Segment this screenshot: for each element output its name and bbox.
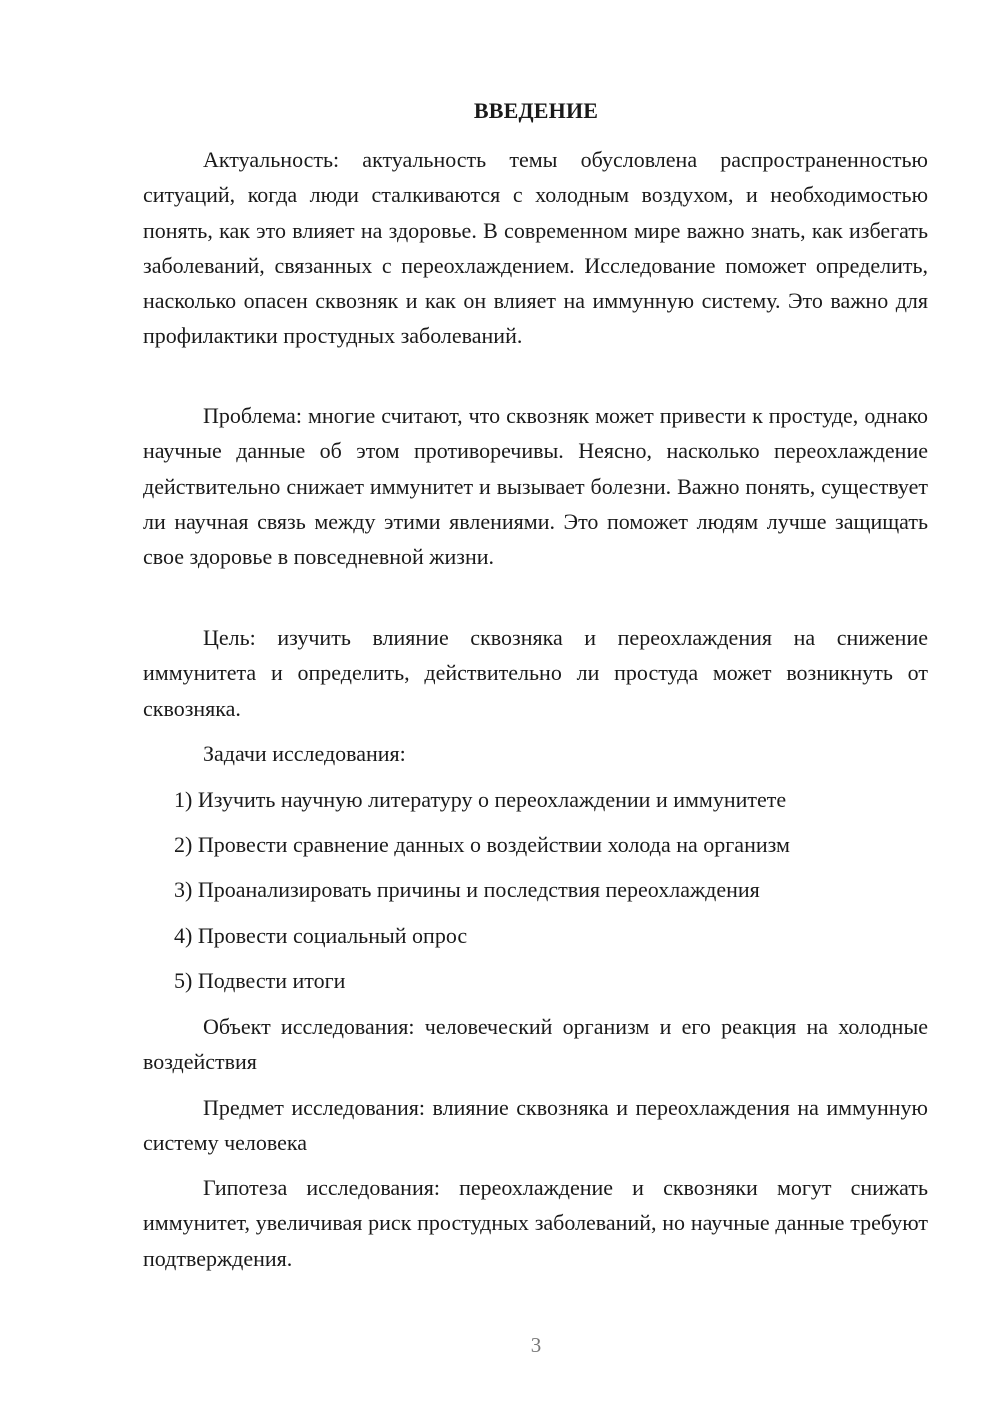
relevance-paragraph: Актуальность: актуальность темы обусловлена распространенностью ситуаций, когда люди сталкиваются с холодным воздухом, и необходимостью понять, как это влияет на здоровье. В современном мире важно знать, как избегать заболеваний, связанных с переохлаждением. Исследование поможет определить, насколько опасен сквозняк и как он влияет на иммунную систему. Это важно для профилактики простудных заболеваний. xyxy=(143,147,928,349)
list-item: 1) Изучить научную литературу о переохлаждении и иммунитете xyxy=(174,787,787,812)
list-item: 4) Провести социальный опрос xyxy=(174,923,468,948)
page-title: ВВЕДЕНИЕ xyxy=(473,98,599,123)
page-number: 3 xyxy=(530,1333,542,1357)
list-item: 2) Провести сравнение данных о воздействии холода на организм xyxy=(174,832,790,857)
problem-paragraph: Проблема: многие считают, что сквозняк может привести к простуде, однако научные данные об этом противоречивы. Неясно, насколько переохлаждение действительно снижает иммунитет и вызывает болезни. Важно понять, существует ли научная связь между этими явлениями. Это поможет людям лучше защищать свое здоровье в повседневной жизни. xyxy=(143,403,928,570)
list-item: 3) Проанализировать причины и последствия переохлаждения xyxy=(174,877,760,902)
list-item: 5) Подвести итоги xyxy=(174,968,346,993)
goal-paragraph: Цель: изучить влияние сквозняка и переохлаждения на снижение иммунитета и определить, действительно ли простуда может возникнуть от сквозняка. xyxy=(143,625,928,721)
tasks-heading: Задачи исследования: xyxy=(203,741,406,766)
hypothesis-paragraph: Гипотеза исследования: переохлаждение и сквозняки могут снижать иммунитет, увеличивая риск простудных заболеваний, но научные данные требуют подтверждения. xyxy=(143,1175,928,1271)
subject-paragraph: Предмет исследования: влияние сквозняка и переохлаждения на иммунную систему человека xyxy=(143,1095,928,1156)
object-paragraph: Объект исследования: человеческий организм и его реакция на холодные воздействия xyxy=(143,1014,928,1075)
